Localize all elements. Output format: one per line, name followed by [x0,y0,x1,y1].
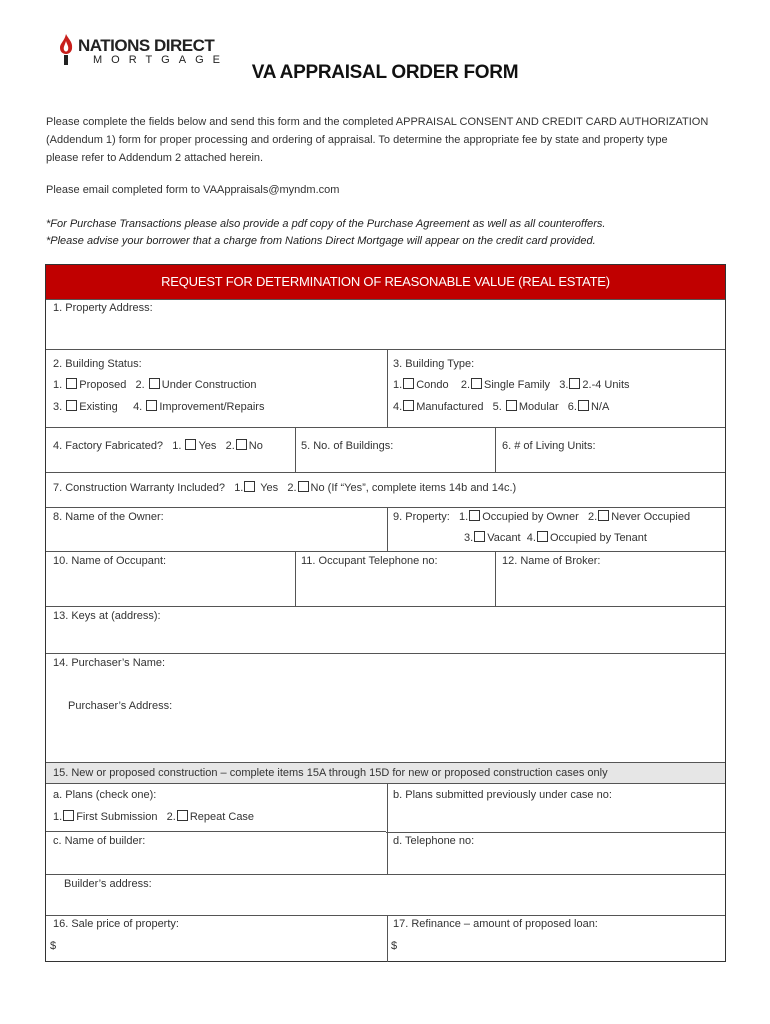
option-number: 1. [393,379,403,391]
option-label: Occupied by Tenant [549,532,647,544]
field-refinance-amount: 17. Refinance – amount of proposed loan: [393,918,598,930]
checkbox-manufactured[interactable] [403,400,414,411]
checkbox-occupied-tenant[interactable] [537,531,548,542]
field-previous-case: b. Plans submitted previously under case no: [393,789,612,801]
option-label: Existing [79,401,118,413]
option-number: 1. [172,440,182,452]
checkbox-vacant[interactable] [474,531,485,542]
option-label: Yes [260,482,279,494]
field-label: 4. Factory Fabricated? [53,440,164,452]
building-type-row-2 [393,400,609,414]
note-purchase: *For Purchase Transactions please also provide a pdf copy of the Purchase Agreement as well as all counteroffers. [46,218,606,230]
checkbox-warranty-no[interactable] [298,481,309,492]
field-construction-warranty [53,481,516,495]
option-label: Single Family [484,379,551,391]
option-label: First Submission [76,811,158,823]
email-instruction: Please email completed form to VAAppraisals@myndm.com [46,184,340,196]
option-number: 3. [464,532,474,544]
option-number: 5. [492,401,502,413]
field-label: 7. Construction Warranty Included? [53,482,226,494]
checkbox-existing[interactable] [66,400,77,411]
field-builder-address: Builder’s address: [64,878,152,890]
checkbox-factory-no[interactable] [236,439,247,450]
option-number: 2. [225,440,235,452]
checkbox-warranty-yes[interactable] [244,481,255,492]
option-label: Never Occupied [611,511,691,523]
checkbox-factory-yes[interactable] [185,439,196,450]
field-occupant-name: 10. Name of Occupant: [53,555,167,567]
option-number: 1. [53,379,63,391]
option-label: Modular [518,401,559,413]
field-owner-name: 8. Name of the Owner: [53,511,164,523]
checkbox-modular[interactable] [506,400,517,411]
building-status-row-1 [53,378,257,392]
option-label: No (If “Yes”, complete items 14b and 14c.) [310,482,517,494]
logo-subtitle: MORTGAGE [93,54,229,66]
field-keys-address: 13. Keys at (address): [53,610,161,622]
notes [46,216,736,250]
option-number: 3. [53,401,63,413]
option-number: 2. [588,511,598,523]
checkbox-improvement-repairs[interactable] [146,400,157,411]
checkbox-occupied-owner[interactable] [469,510,480,521]
field-label: 9. Property: [393,511,450,523]
option-label: Condo [416,379,449,391]
option-label: Occupied by Owner [482,511,579,523]
building-status-row-2 [53,400,264,414]
field-builder-name: c. Name of builder: [53,835,146,847]
option-label: Proposed [79,379,127,391]
option-number: 1. [459,511,469,523]
option-label: N/A [590,401,610,413]
field-builder-telephone: d. Telephone no: [393,835,475,847]
field-plans: a. Plans (check one): [53,789,157,801]
option-number: 4. [393,401,403,413]
checkbox-never-occupied[interactable] [598,510,609,521]
field-living-units: 6. # of Living Units: [502,440,596,452]
option-label: Yes [198,440,217,452]
option-number: 2. [460,379,471,391]
option-number: 2. [166,811,176,823]
field-purchaser-address: Purchaser’s Address: [68,700,173,712]
refinance-currency: $ [391,940,398,952]
option-label: Repeat Case [189,811,255,823]
form-header: REQUEST FOR DETERMINATION OF REASONABLE VALUE (REAL ESTATE) [46,265,725,299]
field-broker-name: 12. Name of Broker: [502,555,601,567]
intro-line-2: (Addendum 1) form for proper processing and ordering of appraisal. To determine the appropriate fee by state and property type [46,134,668,146]
option-label: 2.-4 Units [582,379,630,391]
checkbox-first-submission[interactable] [63,810,74,821]
checkbox-under-construction[interactable] [149,378,160,389]
checkbox-na[interactable] [578,400,589,411]
note-charge: *Please advise your borrower that a charge from Nations Direct Mortgage will appear on the credit card provided. [46,235,596,247]
option-number: 1. [53,811,63,823]
field-property-occupancy [393,510,690,524]
option-number: 2. [287,482,297,494]
checkbox-2-4-units[interactable] [569,378,580,389]
option-number: 4. [133,401,143,413]
intro-text [46,113,726,167]
field-sale-price: 16. Sale price of property: [53,918,179,930]
option-number: 3. [559,379,569,391]
appraisal-form [45,264,726,962]
option-number: 1. [234,482,244,494]
property-occupancy-row-2 [464,531,647,545]
plans-options [53,810,254,824]
checkbox-condo[interactable] [403,378,414,389]
logo-name: NATIONS DIRECT [78,36,215,55]
building-type-row-1 [393,378,630,392]
field-number-of-buildings: 5. No. of Buildings: [301,440,394,452]
page-title: VA APPRAISAL ORDER FORM [251,62,519,83]
option-number: 4. [526,532,536,544]
option-label: No [248,440,263,452]
field-property-address: 1. Property Address: [53,302,153,314]
option-label: Manufactured [416,401,484,413]
option-label: Vacant [487,532,521,544]
field-building-status: 2. Building Status: [53,358,142,370]
sale-price-currency: $ [50,940,57,952]
field-purchaser-name: 14. Purchaser’s Name: [53,657,166,669]
field-factory-fabricated [53,439,263,453]
option-label: Under Construction [161,379,257,391]
checkbox-proposed[interactable] [66,378,77,389]
checkbox-single-family[interactable] [471,378,482,389]
checkbox-repeat-case[interactable] [177,810,188,821]
field-occupant-telephone: 11. Occupant Telephone no: [301,555,438,567]
intro-line-3: please refer to Addendum 2 attached herein. [46,152,264,164]
section-15-heading: 15. New or proposed construction – complete items 15A through 15D for new or proposed construction cases only [53,767,608,779]
option-number: 6. [567,401,577,413]
field-building-type: 3. Building Type: [393,358,475,370]
option-number: 2. [135,379,145,391]
option-label: Improvement/Repairs [159,401,265,413]
intro-line-1: Please complete the fields below and send this form and the completed APPRAISAL CONSENT AND CREDIT CARD AUTHORIZATION [46,116,709,128]
